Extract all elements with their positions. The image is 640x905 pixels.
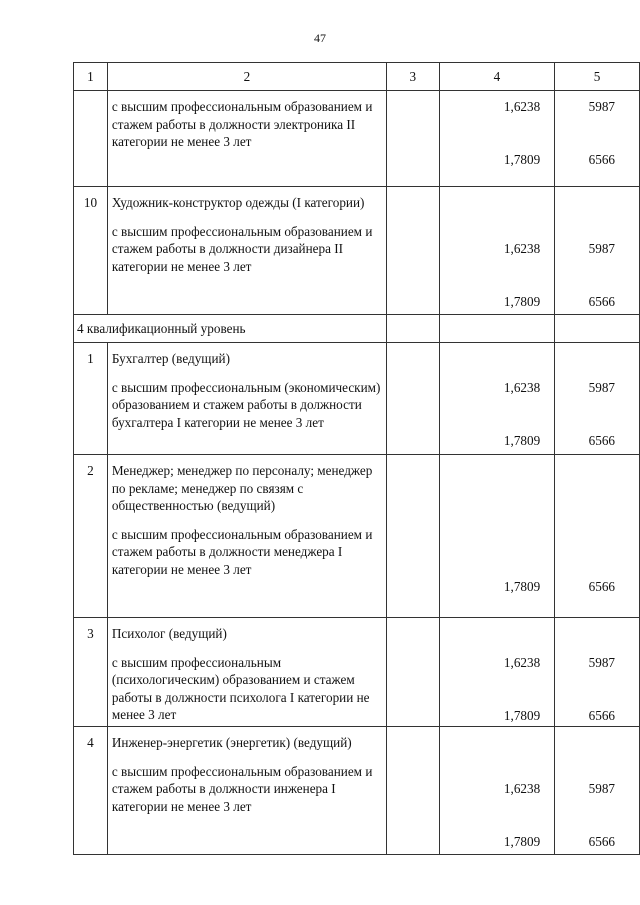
header-cell-5: 5 — [555, 63, 640, 91]
table-row — [74, 618, 640, 727]
coefficient-value: 1,7809 — [503, 432, 541, 448]
coefficient-value: 1,6238 — [503, 781, 541, 796]
header-cell-2: 2 — [107, 63, 386, 91]
coefficient-value: 1,7809 — [503, 833, 541, 849]
empty-cell — [386, 315, 439, 343]
empty-cell — [555, 315, 640, 343]
qualification-text: с высшим профессиональным образованием и стажем работы в должности дизайнера II категории не менее 3 лет — [111, 223, 373, 274]
row-number: 2 — [74, 455, 108, 618]
coefficient-value: 1,6238 — [503, 99, 541, 114]
position-title: Менеджер; менеджер по персоналу; менеджер по рекламе; менеджер по связям с общественностью (ведущий) — [111, 463, 373, 513]
coefficient-value: 1,6238 — [503, 241, 541, 256]
salary-cell — [555, 455, 640, 618]
salary-value: 5987 — [588, 380, 615, 395]
coefficient-cell — [439, 91, 555, 187]
salary-cell — [555, 91, 640, 187]
empty-cell — [386, 343, 439, 455]
header-cell-4: 4 — [439, 63, 555, 91]
empty-cell — [386, 455, 439, 618]
coefficient-value: 1,7809 — [503, 707, 541, 723]
empty-cell — [439, 315, 555, 343]
salary-value: 5987 — [588, 655, 615, 670]
row-number — [74, 91, 108, 187]
page-number: 47 — [314, 31, 326, 45]
salary-cell — [555, 343, 640, 455]
table-row — [74, 343, 640, 455]
row-number: 4 — [74, 727, 108, 855]
row-number: 10 — [74, 187, 108, 315]
header-cell-3: 3 — [386, 63, 439, 91]
position-title: Художник-конструктор одежды (I категории) — [111, 195, 365, 210]
position-cell — [107, 727, 386, 855]
coefficient-cell — [439, 727, 555, 855]
salary-value: 5987 — [588, 241, 615, 256]
qualification-text: с высшим профессиональным (психологическим) образованием и стажем работы в должности психолога I категории не менее 3 лет — [111, 654, 370, 722]
position-cell — [107, 455, 386, 618]
salary-value: 6566 — [588, 579, 615, 594]
qualification-text: с высшим профессиональным (экономическим) образованием и стажем работы в должности бухгалтера I категории не менее 3 лет — [111, 379, 381, 430]
empty-cell — [386, 91, 439, 187]
salary-value: 6566 — [588, 707, 615, 723]
salary-cell — [555, 618, 640, 727]
header-row — [74, 63, 640, 91]
salary-table — [73, 62, 640, 855]
salary-cell — [555, 727, 640, 855]
table-row — [74, 727, 640, 855]
coefficient-cell — [439, 618, 555, 727]
salary-value: 6566 — [588, 293, 615, 309]
level-label: 4 квалификационный уровень — [74, 315, 387, 343]
position-title: Инженер-энергетик (энергетик) (ведущий) — [111, 735, 352, 750]
row-number: 1 — [74, 343, 108, 455]
coefficient-cell — [439, 455, 555, 618]
position-cell — [107, 187, 386, 315]
position-title: Бухгалтер (ведущий) — [111, 351, 230, 366]
empty-cell — [386, 618, 439, 727]
salary-value: 5987 — [588, 99, 615, 114]
coefficient-value: 1,7809 — [503, 293, 541, 309]
coefficient-value: 1,7809 — [503, 579, 541, 594]
empty-cell — [386, 727, 439, 855]
salary-cell — [555, 187, 640, 315]
coefficient-cell — [439, 343, 555, 455]
table-row — [74, 187, 640, 315]
salary-value: 6566 — [588, 432, 615, 448]
empty-cell — [386, 187, 439, 315]
row-number: 3 — [74, 618, 108, 727]
coefficient-value: 1,7809 — [503, 151, 541, 167]
coefficient-value: 1,6238 — [503, 380, 541, 395]
position-cell — [107, 618, 386, 727]
salary-value: 5987 — [588, 781, 615, 796]
salary-value: 6566 — [588, 151, 615, 167]
level-row — [74, 315, 640, 343]
qualification-text: с высшим профессиональным образованием и стажем работы в должности менеджера I категории не менее 3 лет — [111, 526, 373, 577]
position-title: Психолог (ведущий) — [111, 626, 227, 641]
coefficient-cell — [439, 187, 555, 315]
qualification-text: с высшим профессиональным образованием и стажем работы в должности электроника II категории не менее 3 лет — [111, 99, 373, 149]
table-row — [74, 455, 640, 618]
position-cell — [107, 91, 386, 187]
position-cell — [107, 343, 386, 455]
coefficient-value: 1,6238 — [503, 655, 541, 670]
salary-value: 6566 — [588, 833, 615, 849]
qualification-text: с высшим профессиональным образованием и стажем работы в должности инженера I категории не менее 3 лет — [111, 763, 373, 814]
table-row — [74, 91, 640, 187]
header-cell-1: 1 — [74, 63, 108, 91]
